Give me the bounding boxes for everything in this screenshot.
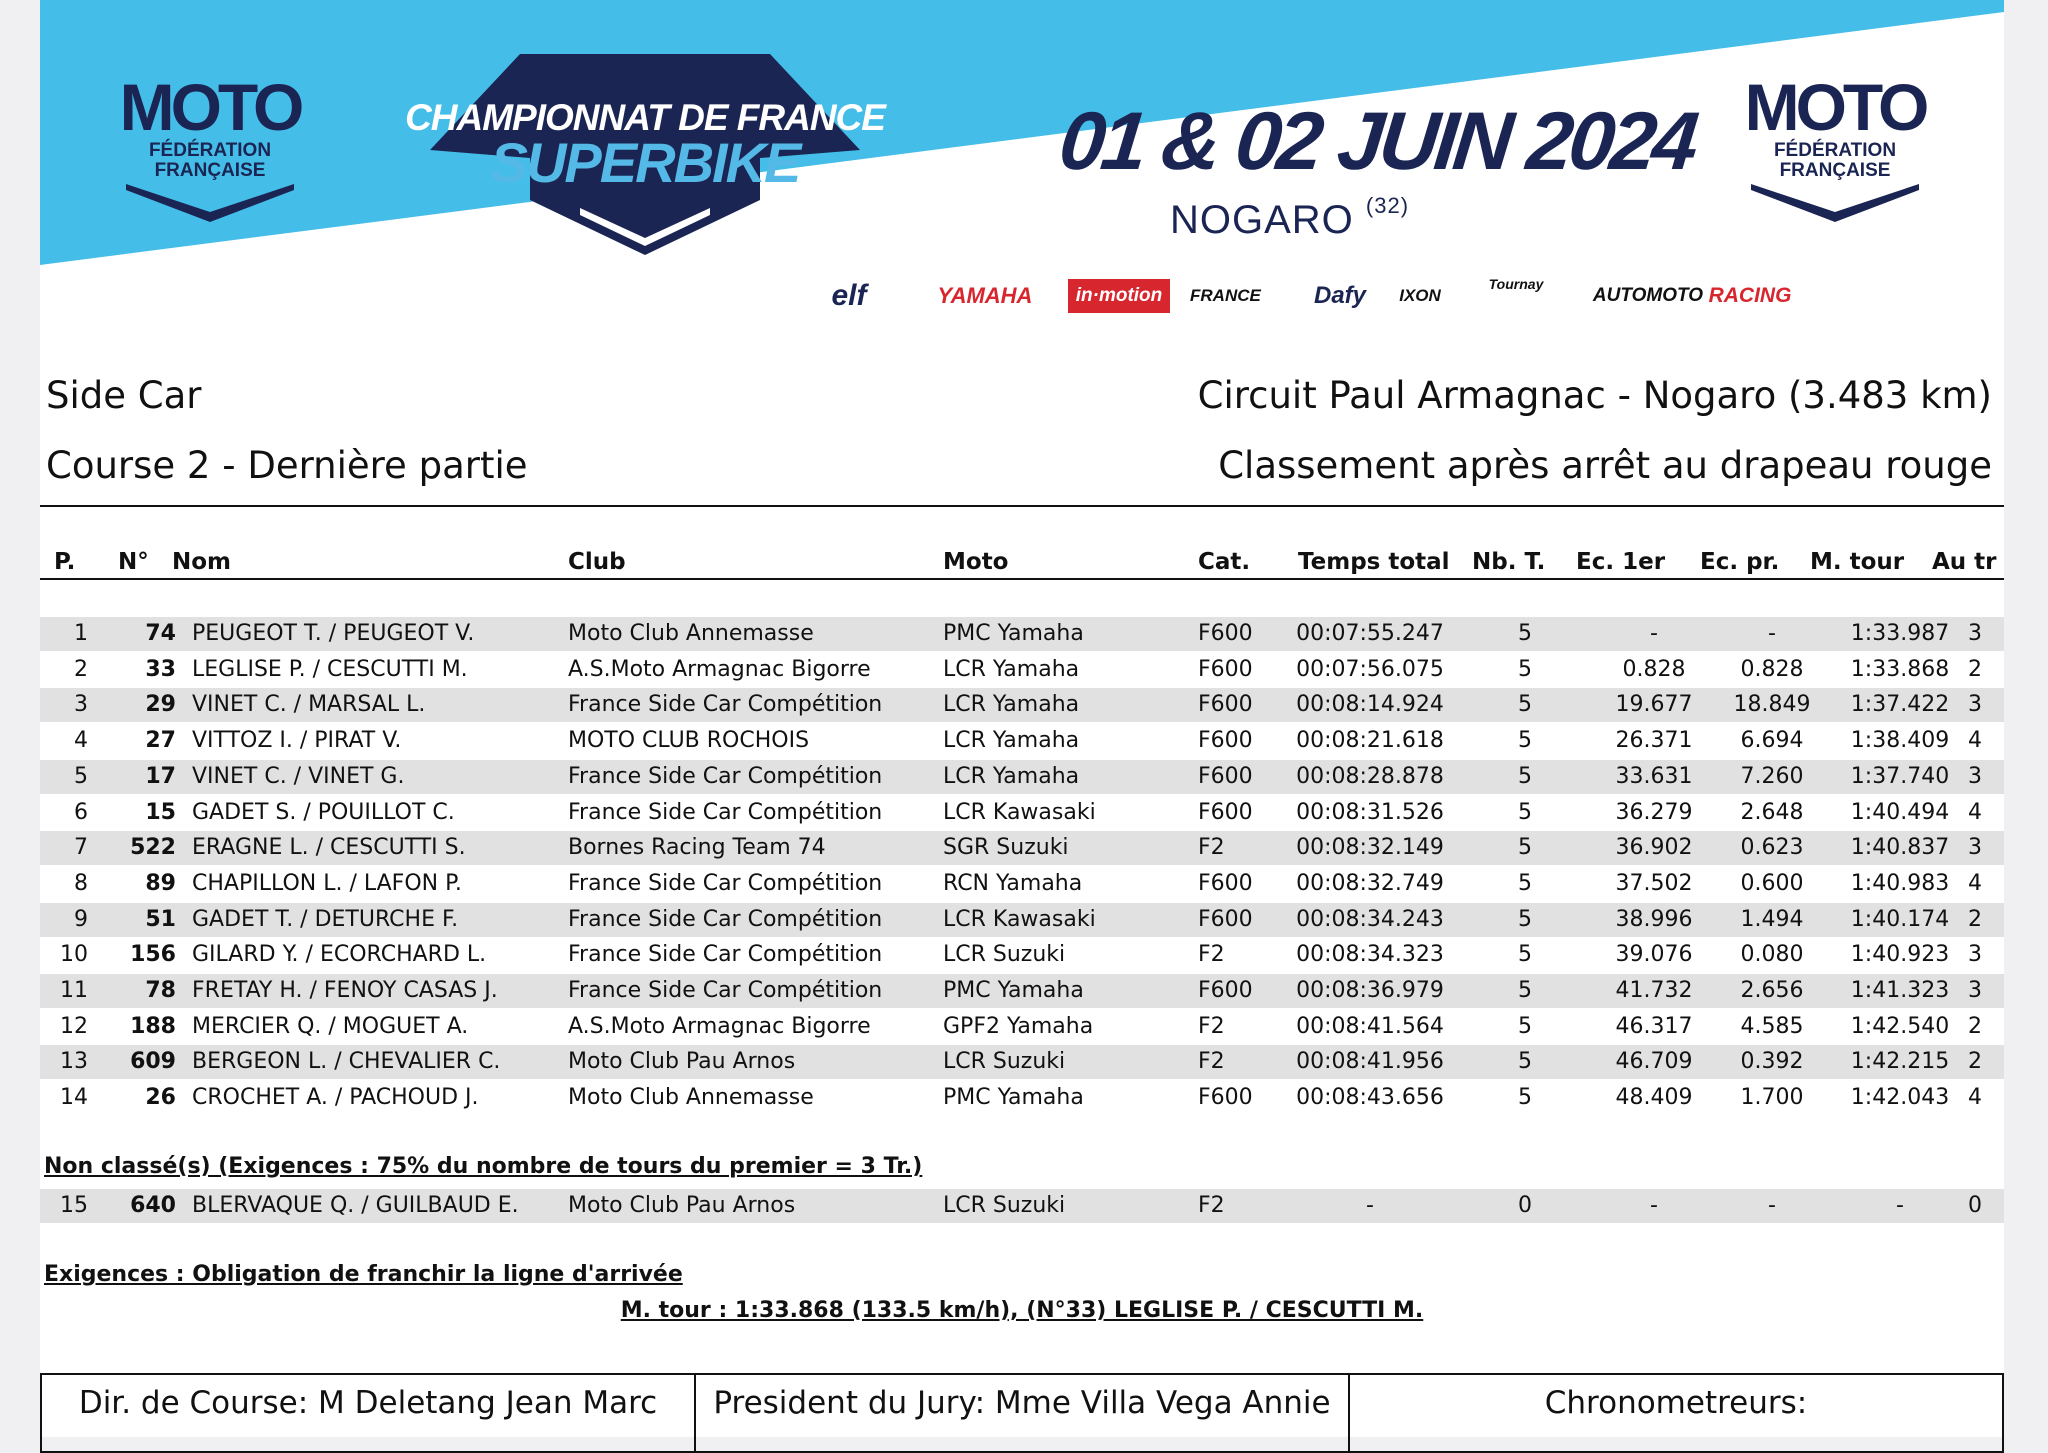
cell-moto: PMC Yamaha xyxy=(943,978,1084,1003)
table-row xyxy=(40,1081,2004,1115)
ffm-logo-left xyxy=(120,72,300,202)
cell-gap-first: 39.076 xyxy=(1615,942,1693,968)
cell-moto: LCR Suzuki xyxy=(943,942,1066,968)
cell-at-lap: 3 xyxy=(1968,978,1982,1003)
championship-line1: CHAMPIONNAT DE FRANCE xyxy=(405,97,885,138)
cell-laps: 0 xyxy=(1518,1193,1532,1218)
sponsor-tournay-dynojet: Tournay xyxy=(1488,276,1544,292)
cell-club: A.S.Moto Armagnac Bigorre xyxy=(568,656,871,682)
table-row xyxy=(40,1045,2004,1079)
cell-at-lap: 3 xyxy=(1968,942,1982,968)
cell-best-lap: 1:40.494 xyxy=(1850,799,1950,825)
cell-club: France Side Car Compétition xyxy=(568,692,883,718)
event-place-name: NOGARO xyxy=(1170,198,1354,242)
cell-club: Moto Club Pau Arnos xyxy=(568,1049,796,1075)
table-row xyxy=(40,938,2004,972)
cell-laps: 5 xyxy=(1518,942,1532,968)
cell-moto: RCN Yamaha xyxy=(943,870,1083,896)
cell-laps: 5 xyxy=(1518,1085,1532,1111)
cell-laps: 5 xyxy=(1518,835,1532,861)
cell-club: MOTO CLUB ROCHOIS xyxy=(568,728,810,754)
officials-box xyxy=(40,1373,2004,1453)
cell-pos: 3 xyxy=(74,692,88,718)
cell-moto: LCR Yamaha xyxy=(943,692,1080,718)
ffm-logo-left-moto: MOTO xyxy=(119,70,301,144)
cell-pos: 10 xyxy=(60,942,88,968)
cell-moto: LCR Yamaha xyxy=(943,763,1080,789)
cell-cat: F600 xyxy=(1198,978,1253,1003)
table-row xyxy=(40,653,2004,687)
cell-pos: 9 xyxy=(74,906,88,932)
cell-laps: 5 xyxy=(1518,1013,1532,1039)
cell-name: GADET T. / DETURCHE F. xyxy=(192,906,459,932)
cell-gap-first: 41.732 xyxy=(1615,978,1693,1003)
cell-gap-prev: 2.648 xyxy=(1740,799,1804,825)
cell-gap-first: 36.902 xyxy=(1615,835,1693,861)
cell-moto: LCR Yamaha xyxy=(943,656,1080,682)
cell-laps: 5 xyxy=(1518,621,1532,646)
cell-club: Bornes Racing Team 74 xyxy=(568,835,826,861)
cell-num: 522 xyxy=(130,835,176,861)
cell-time: 00:08:32.149 xyxy=(1296,835,1444,861)
cell-at-lap: 2 xyxy=(1968,1049,1982,1075)
cell-gap-first: 36.279 xyxy=(1615,799,1693,825)
sponsor-inmotion: in·motion xyxy=(1068,279,1170,313)
table-row xyxy=(40,688,2004,722)
sponsor-automoto: AUTOMOTO xyxy=(1592,285,1704,306)
cell-best-lap: 1:42.540 xyxy=(1850,1013,1950,1039)
cell-laps: 5 xyxy=(1518,799,1532,825)
table-row xyxy=(40,796,2004,830)
cell-gap-prev: 0.392 xyxy=(1740,1049,1804,1075)
table-row xyxy=(40,617,2004,651)
cell-name: PEUGEOT T. / PEUGEOT V. xyxy=(192,621,475,646)
cell-num: 609 xyxy=(130,1049,176,1075)
cell-name: MERCIER Q. / MOGUET A. xyxy=(192,1013,469,1039)
cell-club: France Side Car Compétition xyxy=(568,870,883,896)
standing-note: Classement après arrêt au drapeau rouge xyxy=(1218,444,1992,487)
cell-num: 33 xyxy=(145,656,176,682)
requirements-note: Exigences : Obligation de franchir la ligne d'arrivée xyxy=(44,1262,683,1287)
cell-at-lap: 4 xyxy=(1968,799,1982,825)
cell-time: 00:08:41.564 xyxy=(1296,1013,1444,1039)
cell-num: 156 xyxy=(130,942,176,968)
cell-gap-prev: - xyxy=(1768,1193,1776,1218)
cell-best-lap: 1:40.923 xyxy=(1850,942,1950,968)
cell-best-lap: 1:33.868 xyxy=(1850,656,1950,682)
table-row xyxy=(40,724,2004,758)
cell-cat: F600 xyxy=(1198,621,1253,646)
cell-gap-first: 19.677 xyxy=(1615,692,1693,718)
col-header-name: Nom xyxy=(172,549,232,575)
cell-laps: 5 xyxy=(1518,692,1532,718)
cell-cat: F600 xyxy=(1198,692,1253,718)
cell-best-lap: 1:42.215 xyxy=(1850,1049,1950,1075)
championship-line2: SUPERBIKE xyxy=(490,131,800,194)
table-row xyxy=(40,760,2004,794)
ffm-logo-right-line2: FÉDÉRATION xyxy=(1773,140,1897,161)
cell-club: A.S.Moto Armagnac Bigorre xyxy=(568,1013,871,1039)
circuit-name: Circuit Paul Armagnac - Nogaro (3.483 km) xyxy=(1197,374,1992,417)
cell-moto: LCR Suzuki xyxy=(943,1049,1066,1075)
cell-gap-first: 33.631 xyxy=(1615,763,1693,789)
cell-gap-first: 48.409 xyxy=(1615,1085,1693,1111)
cell-moto: GPF2 Yamaha xyxy=(943,1013,1094,1039)
cell-pos: 11 xyxy=(60,978,88,1003)
col-header-gap-first: Ec. 1er xyxy=(1576,549,1666,575)
cell-club: France Side Car Compétition xyxy=(568,942,883,968)
cell-cat: F600 xyxy=(1198,906,1253,932)
table-row xyxy=(40,831,2004,865)
cell-laps: 5 xyxy=(1518,1049,1532,1075)
cell-gap-prev: 1.494 xyxy=(1740,906,1804,932)
cell-club: France Side Car Compétition xyxy=(568,799,883,825)
col-header-at-lap: Au tr xyxy=(1932,549,1997,575)
cell-name: CHAPILLON L. / LAFON P. xyxy=(192,870,462,896)
cell-num: 27 xyxy=(145,728,176,754)
cell-name: CROCHET A. / PACHOUD J. xyxy=(192,1085,479,1111)
cell-time: 00:08:36.979 xyxy=(1296,978,1444,1003)
race-category: Side Car xyxy=(46,374,202,417)
cell-at-lap: 4 xyxy=(1968,728,1982,754)
cell-name: ERAGNE L. / CESCUTTI S. xyxy=(192,835,466,861)
cell-best-lap: 1:41.323 xyxy=(1850,978,1950,1003)
cell-num: 51 xyxy=(145,906,176,932)
table-row xyxy=(40,1189,2004,1223)
cell-at-lap: 3 xyxy=(1968,763,1982,789)
cell-cat: F2 xyxy=(1198,942,1225,968)
cell-gap-prev: 6.694 xyxy=(1740,728,1804,754)
cell-num: 640 xyxy=(130,1193,176,1218)
sponsor-strip xyxy=(760,276,1830,316)
cell-num: 29 xyxy=(145,692,176,718)
ffm-logo-right-moto: MOTO xyxy=(1744,70,1926,144)
ffm-logo-left-line3: FRANÇAISE xyxy=(154,160,266,181)
cell-cat: F600 xyxy=(1198,656,1253,682)
cell-laps: 5 xyxy=(1518,656,1532,682)
jury-president: President du Jury: Mme Villa Vega Annie xyxy=(696,1375,1350,1451)
cell-name: VINET C. / MARSAL L. xyxy=(192,692,426,718)
sponsor-elf: elf xyxy=(831,279,867,312)
event-place xyxy=(1170,192,1410,243)
col-header-best-lap: M. tour xyxy=(1810,549,1905,575)
cell-club: Moto Club Annemasse xyxy=(568,621,814,646)
cell-best-lap: 1:37.740 xyxy=(1850,763,1950,789)
cell-time: 00:08:14.924 xyxy=(1296,692,1444,718)
cell-gap-prev: 1.700 xyxy=(1740,1085,1804,1111)
cell-gap-first: 26.371 xyxy=(1615,728,1693,754)
sponsor-yamaha: YAMAHA xyxy=(937,283,1033,308)
cell-name: VINET C. / VINET G. xyxy=(192,763,405,789)
title-divider xyxy=(40,505,2004,507)
header-banner xyxy=(40,0,2004,270)
event-department: (32) xyxy=(1365,192,1410,218)
cell-gap-first: - xyxy=(1650,621,1658,646)
cell-gap-first: 38.996 xyxy=(1615,906,1693,932)
cell-at-lap: 3 xyxy=(1968,835,1982,861)
cell-name: BERGEON L. / CHEVALIER C. xyxy=(192,1049,501,1075)
event-date: 01 & 02 JUIN 2024 xyxy=(1055,96,1699,187)
cell-laps: 5 xyxy=(1518,870,1532,896)
cell-club: France Side Car Compétition xyxy=(568,978,883,1003)
race-director: Dir. de Course: M Deletang Jean Marc xyxy=(42,1375,696,1451)
header-divider xyxy=(40,578,2004,580)
cell-club: Moto Club Pau Arnos xyxy=(568,1193,796,1218)
championship-logo xyxy=(405,50,885,255)
cell-cat: F600 xyxy=(1198,799,1253,825)
cell-gap-prev: - xyxy=(1768,621,1776,646)
table-row xyxy=(40,1010,2004,1044)
col-header-moto: Moto xyxy=(943,549,1009,575)
cell-name: VITTOZ I. / PIRAT V. xyxy=(192,728,402,754)
cell-gap-prev: 18.849 xyxy=(1733,692,1811,718)
cell-num: 89 xyxy=(145,870,176,896)
cell-pos: 12 xyxy=(60,1013,88,1039)
cell-name: FRETAY H. / FENOY CASAS J. xyxy=(192,978,498,1003)
cell-gap-first: 46.317 xyxy=(1615,1013,1693,1039)
col-header-time: Temps total xyxy=(1298,549,1450,575)
cell-time: 00:08:43.656 xyxy=(1296,1085,1444,1111)
cell-gap-prev: 2.656 xyxy=(1740,978,1804,1003)
cell-cat: F2 xyxy=(1198,1049,1225,1075)
table-row xyxy=(40,867,2004,901)
cell-gap-prev: 0.600 xyxy=(1740,870,1804,896)
cell-cat: F2 xyxy=(1198,1013,1225,1039)
cell-best-lap: 1:42.043 xyxy=(1850,1085,1950,1111)
cell-best-lap: 1:38.409 xyxy=(1850,728,1950,754)
col-header-club: Club xyxy=(568,549,626,575)
timekeepers: Chronometreurs: xyxy=(1544,1385,1808,1421)
cell-best-lap: 1:33.987 xyxy=(1850,621,1950,646)
cell-club: Moto Club Annemasse xyxy=(568,1085,814,1111)
cell-at-lap: 2 xyxy=(1968,1013,1982,1039)
cell-gap-first: 46.709 xyxy=(1615,1049,1693,1075)
table-row xyxy=(40,903,2004,937)
col-header-pos: P. xyxy=(54,549,76,575)
cell-time: 00:08:34.243 xyxy=(1296,906,1444,932)
cell-cat: F600 xyxy=(1198,870,1253,896)
cell-laps: 5 xyxy=(1518,728,1532,754)
results-table-header xyxy=(40,544,2004,580)
cell-gap-first: 0.828 xyxy=(1622,656,1686,682)
cell-laps: 5 xyxy=(1518,978,1532,1003)
cell-moto: LCR Kawasaki xyxy=(943,906,1096,932)
cell-laps: 5 xyxy=(1518,906,1532,932)
cell-best-lap: - xyxy=(1896,1193,1904,1218)
cell-best-lap: 1:40.174 xyxy=(1850,906,1950,932)
cell-name: GADET S. / POUILLOT C. xyxy=(192,799,455,825)
cell-gap-prev: 7.260 xyxy=(1740,763,1804,789)
cell-time: 00:07:56.075 xyxy=(1296,656,1444,682)
cell-at-lap: 2 xyxy=(1968,656,1982,682)
cell-cat: F600 xyxy=(1198,1085,1253,1111)
cell-club: France Side Car Compétition xyxy=(568,906,883,932)
cell-best-lap: 1:40.983 xyxy=(1850,870,1950,896)
cell-pos: 6 xyxy=(74,799,88,825)
cell-at-lap: 4 xyxy=(1968,870,1982,896)
cell-cat: F2 xyxy=(1198,1193,1225,1218)
sponsor-dafy: Dafy xyxy=(1313,282,1367,309)
results-sheet xyxy=(40,0,2004,1437)
cell-time: 00:08:32.749 xyxy=(1296,870,1444,896)
cell-moto: LCR Kawasaki xyxy=(943,799,1096,825)
cell-moto: PMC Yamaha xyxy=(943,1085,1084,1111)
col-header-laps: Nb. T. xyxy=(1472,549,1546,575)
cell-name: GILARD Y. / ECORCHARD L. xyxy=(192,942,487,968)
unclassified-title: Non classé(s) (Exigences : 75% du nombre de tours du premier = 3 Tr.) xyxy=(44,1154,923,1179)
cell-time: 00:08:28.878 xyxy=(1296,763,1444,789)
cell-time: - xyxy=(1366,1193,1374,1218)
cell-time: 00:07:55.247 xyxy=(1296,621,1444,646)
cell-cat: F600 xyxy=(1198,763,1253,789)
cell-pos: 1 xyxy=(74,621,88,646)
cell-at-lap: 3 xyxy=(1968,692,1982,718)
cell-moto: LCR Suzuki xyxy=(943,1193,1066,1218)
cell-pos: 15 xyxy=(60,1193,88,1218)
cell-num: 26 xyxy=(145,1085,176,1111)
cell-time: 00:08:34.323 xyxy=(1296,942,1444,968)
cell-time: 00:08:21.618 xyxy=(1296,728,1444,754)
cell-at-lap: 4 xyxy=(1968,1085,1982,1111)
sponsor-france-equipement: FRANCE xyxy=(1190,286,1261,305)
cell-pos: 8 xyxy=(74,870,88,896)
cell-pos: 13 xyxy=(60,1049,88,1075)
cell-num: 74 xyxy=(145,621,176,646)
cell-time: 00:08:31.526 xyxy=(1296,799,1444,825)
cell-best-lap: 1:37.422 xyxy=(1850,692,1950,718)
cell-cat: F2 xyxy=(1198,835,1225,861)
cell-gap-prev: 0.828 xyxy=(1740,656,1804,682)
cell-gap-prev: 0.623 xyxy=(1740,835,1804,861)
cell-pos: 2 xyxy=(74,656,88,682)
cell-time: 00:08:41.956 xyxy=(1296,1049,1444,1075)
cell-laps: 5 xyxy=(1518,763,1532,789)
cell-moto: LCR Yamaha xyxy=(943,728,1080,754)
best-lap-note: M. tour : 1:33.868 (133.5 km/h), (N°33) LEGLISE P. / CESCUTTI M. xyxy=(620,1298,1424,1323)
col-header-cat: Cat. xyxy=(1198,549,1251,575)
cell-gap-prev: 0.080 xyxy=(1740,942,1804,968)
cell-num: 15 xyxy=(145,799,176,825)
ffm-logo-right-line3: FRANÇAISE xyxy=(1779,160,1891,181)
sponsor-racing: RACING xyxy=(1708,284,1792,307)
cell-gap-first: 37.502 xyxy=(1615,870,1693,896)
ffm-logo-right xyxy=(1745,72,1925,202)
sponsor-ixon: IXON xyxy=(1399,286,1441,305)
cell-num: 78 xyxy=(145,978,176,1003)
ffm-logo-left-line2: FÉDÉRATION xyxy=(148,140,272,161)
cell-pos: 7 xyxy=(74,835,88,861)
cell-gap-first: - xyxy=(1650,1193,1658,1218)
cell-best-lap: 1:40.837 xyxy=(1850,835,1950,861)
race-name: Course 2 - Dernière partie xyxy=(46,444,528,487)
cell-cat: F600 xyxy=(1198,728,1253,754)
col-header-num: N° xyxy=(118,549,149,575)
cell-pos: 5 xyxy=(74,763,88,789)
cell-num: 17 xyxy=(145,763,176,789)
banner-blue-band xyxy=(40,0,2004,265)
cell-at-lap: 3 xyxy=(1968,621,1982,646)
cell-name: LEGLISE P. / CESCUTTI M. xyxy=(192,656,468,682)
cell-name: BLERVAQUE Q. / GUILBAUD E. xyxy=(192,1193,519,1218)
col-header-gap-prev: Ec. pr. xyxy=(1700,549,1780,575)
cell-club: France Side Car Compétition xyxy=(568,763,883,789)
cell-pos: 14 xyxy=(60,1085,88,1111)
cell-num: 188 xyxy=(130,1013,176,1039)
table-row xyxy=(40,974,2004,1008)
cell-moto: PMC Yamaha xyxy=(943,621,1084,646)
cell-at-lap: 2 xyxy=(1968,906,1982,932)
cell-at-lap: 0 xyxy=(1968,1193,1982,1218)
cell-pos: 4 xyxy=(74,728,88,754)
cell-moto: SGR Suzuki xyxy=(943,835,1069,861)
cell-gap-prev: 4.585 xyxy=(1740,1013,1804,1039)
